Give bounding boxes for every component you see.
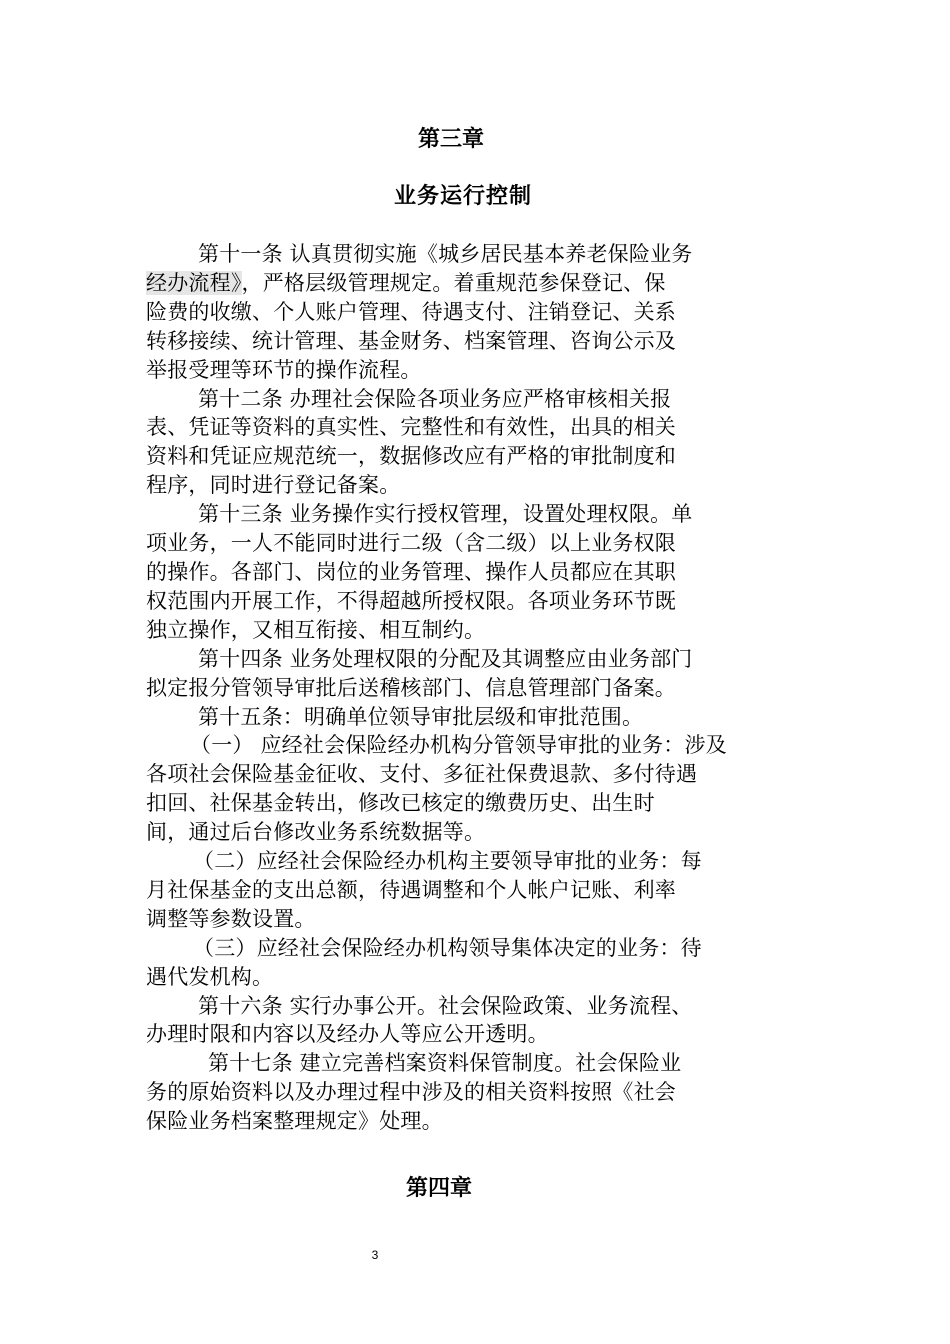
- item-1-line-2: 各项社会保险基金征收、支付、多征社保费退款、多付待遇: [146, 762, 698, 787]
- item-1-line-4: 间，通过后台修改业务系统数据等。: [146, 820, 486, 845]
- page-number: 3: [371, 1248, 379, 1262]
- article-12-line-4: 程序，同时进行登记备案。: [146, 473, 401, 498]
- highlighted-text: 经办流程》: [146, 270, 242, 295]
- article-11-line-5: 举报受理等环节的操作流程。: [146, 357, 422, 382]
- article-17-line-1: 第十七条 建立完善档案资料保管制度。社会保险业: [208, 1051, 682, 1076]
- article-12-line-3: 资料和凭证应规范统一，数据修改应有严格的审批制度和: [146, 444, 676, 469]
- article-11-line-3: 险费的收缴、个人账户管理、待遇支付、注销登记、关系: [146, 299, 676, 324]
- article-14-line-2: 拟定报分管领导审批后送稽核部门、信息管理部门备案。: [146, 675, 676, 700]
- article-13-line-2: 项业务，一人不能同时进行二级（含二级）以上业务权限: [146, 531, 676, 556]
- article-11-line-4: 转移接续、统计管理、基金财务、档案管理、咨询公示及: [146, 328, 676, 353]
- article-13-line-5: 独立操作，又相互衔接、相互制约。: [146, 617, 486, 642]
- article-12-line-1: 第十二条 办理社会保险各项业务应严格审核相关报: [198, 386, 672, 411]
- article-13-line-4: 权范围内开展工作，不得超越所授权限。各项业务环节既: [146, 588, 676, 613]
- item-1-line-1: （一） 应经社会保险经办机构分管领导审批的业务：涉及: [190, 733, 727, 758]
- section-title: 业务运行控制: [393, 184, 532, 209]
- article-11-line-2: 经办流程》，严格层级管理规定。着重规范参保登记、保: [146, 270, 666, 295]
- article-11-line-1: 第十一条 认真贯彻实施《城乡居民基本养老保险业务: [198, 242, 693, 266]
- article-12-line-2: 表、凭证等资料的真实性、完整性和有效性，出具的相关: [146, 415, 676, 440]
- article-16-line-2: 办理时限和内容以及经办人等应公开透明。: [146, 1022, 549, 1047]
- article-17-line-3: 保险业务档案整理规定》处理。: [146, 1109, 443, 1134]
- chapter-title: 第三章: [417, 127, 484, 152]
- article-16-line-1: 第十六条 实行办事公开。社会保险政策、业务流程、: [198, 993, 693, 1018]
- item-1-line-3: 扣回、社保基金转出，修改已核定的缴费历史、出生时: [146, 791, 655, 816]
- item-2-line-2: 月社保基金的支出总额，待遇调整和个人帐户记账、利率: [146, 877, 676, 902]
- item-2-line-1: （二）应经社会保险经办机构主要领导审批的业务：每: [193, 849, 702, 874]
- article-13-line-3: 的操作。各部门、岗位的业务管理、操作人员都应在其职: [146, 559, 676, 584]
- item-3-line-1: （三）应经社会保险经办机构领导集体决定的业务：待: [193, 935, 702, 960]
- article-17-line-2: 务的原始资料以及办理过程中涉及的相关资料按照《社会: [146, 1080, 676, 1105]
- chapter-title: 第四章: [405, 1176, 472, 1201]
- item-2-line-3: 调整等参数设置。: [146, 906, 316, 931]
- article-14-line-1: 第十四条 业务处理权限的分配及其调整应由业务部门: [198, 646, 693, 671]
- article-13-line-1: 第十三条 业务操作实行授权管理，设置处理权限。单: [198, 502, 693, 527]
- body-text: [146, 240, 808, 1136]
- item-3-line-2: 遇代发机构。: [146, 964, 274, 989]
- article-15-line-1: 第十五条：明确单位领导审批层级和审批范围。: [198, 704, 644, 729]
